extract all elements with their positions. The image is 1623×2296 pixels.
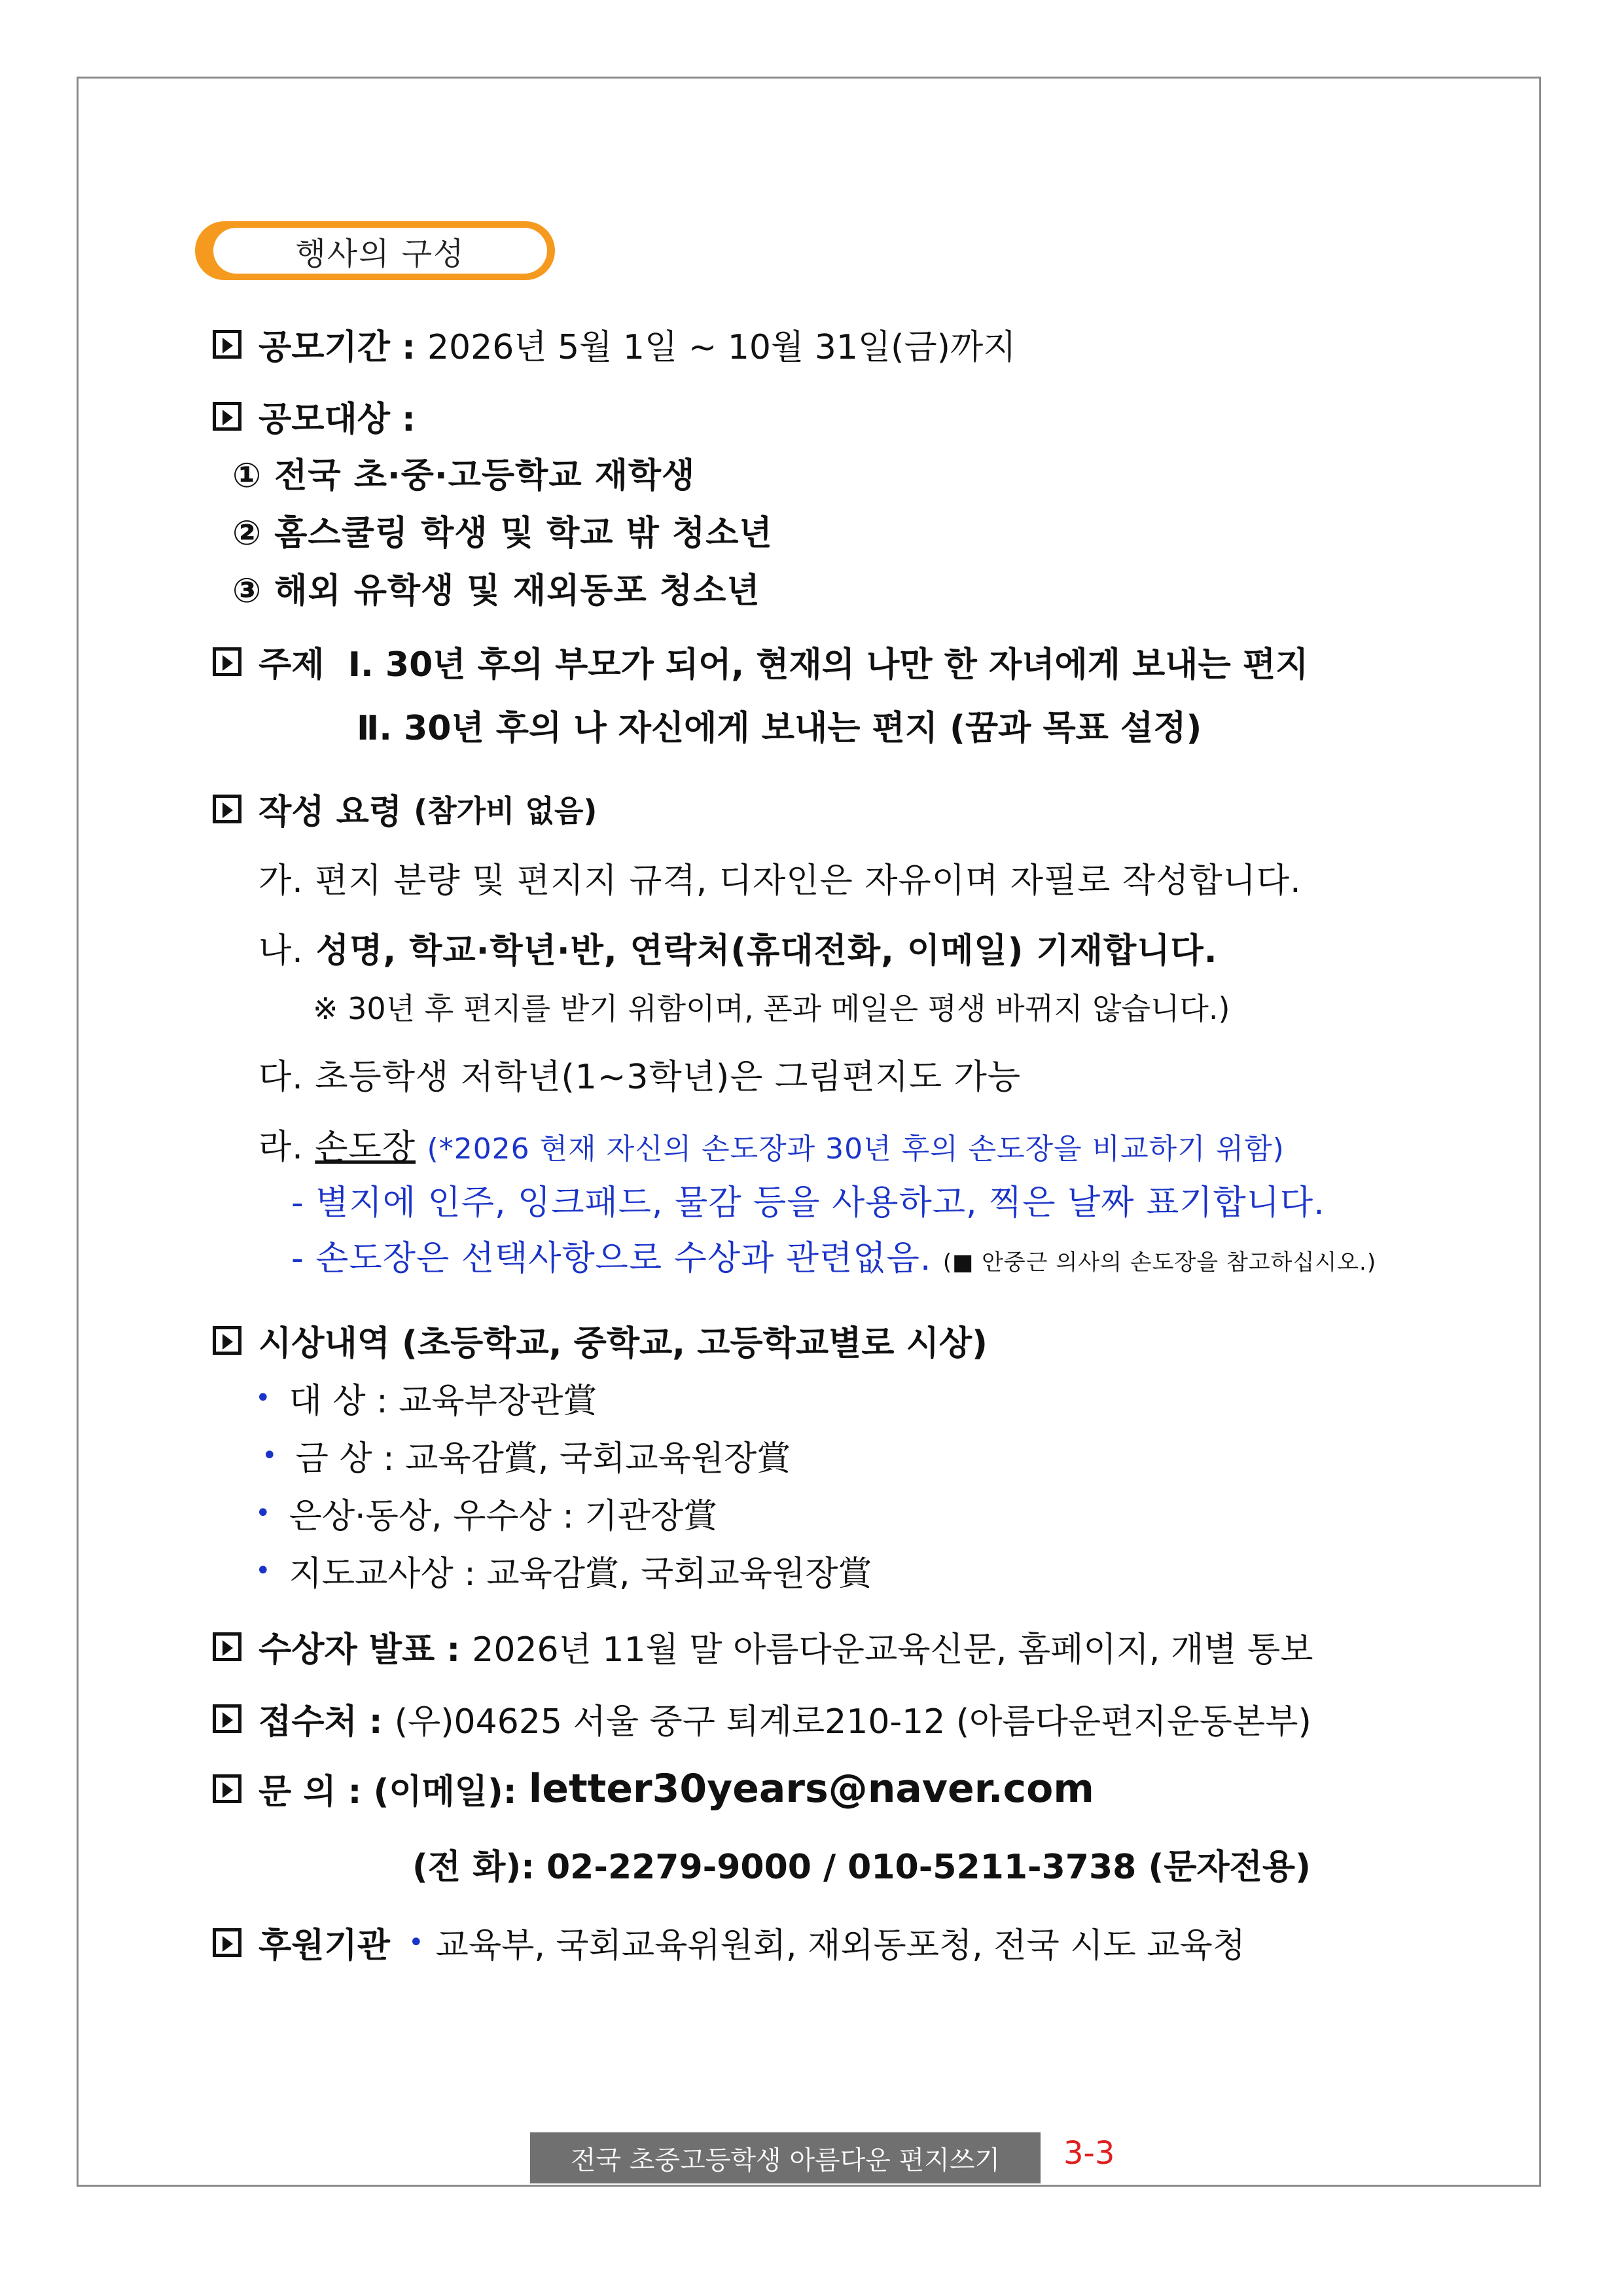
guide-na bbox=[259, 923, 1217, 972]
target-label: 공모대상 : bbox=[259, 400, 416, 439]
award-text: 은상·동상, 우수상 : 기관장賞 bbox=[289, 1497, 718, 1536]
submit-value: (우)04625 서울 중구 퇴계로210-12 (아름다운편지운동본부) bbox=[394, 1702, 1311, 1742]
section-badge bbox=[195, 221, 555, 280]
target-row bbox=[213, 391, 416, 440]
guide-ra-2-row bbox=[291, 1230, 1376, 1280]
target-item: ② 홈스쿨링 학생 및 학교 밖 청소년 bbox=[232, 514, 773, 553]
arrow-box-icon bbox=[213, 402, 241, 431]
arrow-box-icon bbox=[213, 1928, 241, 1957]
guide-ga: 가. 편지 분량 및 편지지 규격, 디자인은 자유이며 자필로 작성합니다. bbox=[259, 861, 1302, 901]
arrow-box-icon bbox=[213, 1774, 241, 1803]
bullet-icon: • bbox=[255, 1498, 271, 1528]
period-value: 2026년 5월 1일 ~ 10월 31일(금)까지 bbox=[427, 328, 1016, 367]
awards-note: (초등학교, 중학교, 고등학교별로 시상) bbox=[402, 1324, 988, 1363]
guide-ra-1: - 별지에 인주, 잉크패드, 물감 등을 사용하고, 찍은 날짜 표기합니다. bbox=[291, 1183, 1325, 1223]
arrow-box-icon bbox=[213, 1632, 241, 1661]
submit-label: 접수처 : bbox=[259, 1702, 383, 1742]
contact-email-label: (이메일): bbox=[373, 1772, 517, 1812]
guide-na-prefix: 나. bbox=[259, 931, 304, 971]
award-text: 대 상 : 교육부장관賞 bbox=[289, 1382, 597, 1421]
award-item bbox=[255, 1546, 872, 1595]
page-number: 3-3 bbox=[1063, 2135, 1115, 2172]
target-item: ③ 해외 유학생 및 재외동포 청소년 bbox=[232, 571, 760, 611]
contact-row bbox=[213, 1764, 1094, 1813]
arrow-box-icon bbox=[213, 330, 241, 359]
theme-item-2: Ⅱ. 30년 후의 나 자신에게 보내는 편지 (꿈과 목표 설정) bbox=[357, 709, 1202, 748]
guide-ra-note: (*2026 현재 자신의 손도장과 30년 후의 손도장을 비교하기 위함) bbox=[427, 1132, 1285, 1166]
guide-da: 다. 초등학생 저학년(1~3학년)은 그림편지도 가능 bbox=[259, 1058, 1022, 1097]
guide-na-note: ※ 30년 후 편지를 받기 위함이며, 폰과 메일은 평생 바뀌지 않습니다.) bbox=[313, 991, 1230, 1026]
arrow-box-icon bbox=[213, 1704, 241, 1733]
guide-note: (참가비 없음) bbox=[414, 793, 597, 829]
arrow-box-icon bbox=[213, 795, 241, 823]
submit-row bbox=[213, 1694, 1311, 1743]
arrow-box-icon bbox=[213, 647, 241, 676]
bullet-icon: • bbox=[262, 1440, 277, 1471]
contact-email[interactable]: letter30years@naver.com bbox=[528, 1765, 1094, 1812]
announce-row bbox=[213, 1622, 1313, 1671]
sponsor-value: 교육부, 국회교육위원회, 재외동포청, 전국 시도 교육청 bbox=[435, 1926, 1245, 1965]
period-label: 공모기간 : bbox=[259, 328, 416, 367]
theme-item-1: Ⅰ. 30년 후의 부모가 되어, 현재의 나만 한 자녀에게 보내는 편지 bbox=[348, 645, 1309, 685]
guide-na-text: 성명, 학교·학년·반, 연락처(휴대전화, 이메일) 기재합니다. bbox=[303, 931, 1218, 971]
guide-label: 작성 요령 bbox=[259, 793, 402, 832]
section-title: 행사의 구성 bbox=[213, 228, 547, 274]
award-item bbox=[262, 1431, 791, 1480]
awards-row bbox=[213, 1316, 988, 1365]
guide-ra-prefix: 라. bbox=[259, 1128, 304, 1167]
contact-label: 문 의 : bbox=[259, 1772, 362, 1812]
contact-phone: (전 화): 02-2279-9000 / 010-5211-3738 (문자전용) bbox=[412, 1848, 1311, 1887]
guide-ra bbox=[259, 1119, 1285, 1168]
theme-label: 주제 bbox=[259, 645, 325, 685]
award-text: 금 상 : 교육감賞, 국회교육원장賞 bbox=[295, 1439, 791, 1479]
arrow-box-icon bbox=[213, 1326, 241, 1355]
sponsor-label: 후원기관 bbox=[259, 1926, 390, 1965]
guide-ra-term: 손도장 bbox=[315, 1128, 416, 1167]
guide-row bbox=[213, 784, 597, 833]
awards-label: 시상내역 bbox=[259, 1324, 390, 1363]
target-item: ① 전국 초·중·고등학교 재학생 bbox=[232, 456, 696, 495]
guide-ra-2-note: (■ 안중근 의사의 손도장을 참고하십시오.) bbox=[942, 1249, 1377, 1276]
guide-ra-2: - 손도장은 선택사항으로 수상과 관련없음. bbox=[291, 1239, 932, 1278]
bullet-icon: • bbox=[255, 1382, 271, 1413]
award-item bbox=[255, 1488, 717, 1537]
sponsor-row bbox=[213, 1918, 1245, 1967]
theme-row bbox=[213, 637, 1308, 686]
award-item bbox=[255, 1373, 597, 1422]
announce-label: 수상자 발표 : bbox=[259, 1630, 461, 1670]
announce-value: 2026년 11월 말 아름다운교육신문, 홈페이지, 개별 통보 bbox=[472, 1630, 1313, 1670]
award-text: 지도교사상 : 교육감賞, 국회교육원장賞 bbox=[289, 1554, 872, 1594]
period-row bbox=[213, 319, 1016, 368]
footer-title: 전국 초중고등학생 아름다운 편지쓰기 bbox=[530, 2132, 1041, 2183]
bullet-icon: • bbox=[255, 1555, 271, 1586]
bullet-icon: • bbox=[408, 1927, 424, 1958]
